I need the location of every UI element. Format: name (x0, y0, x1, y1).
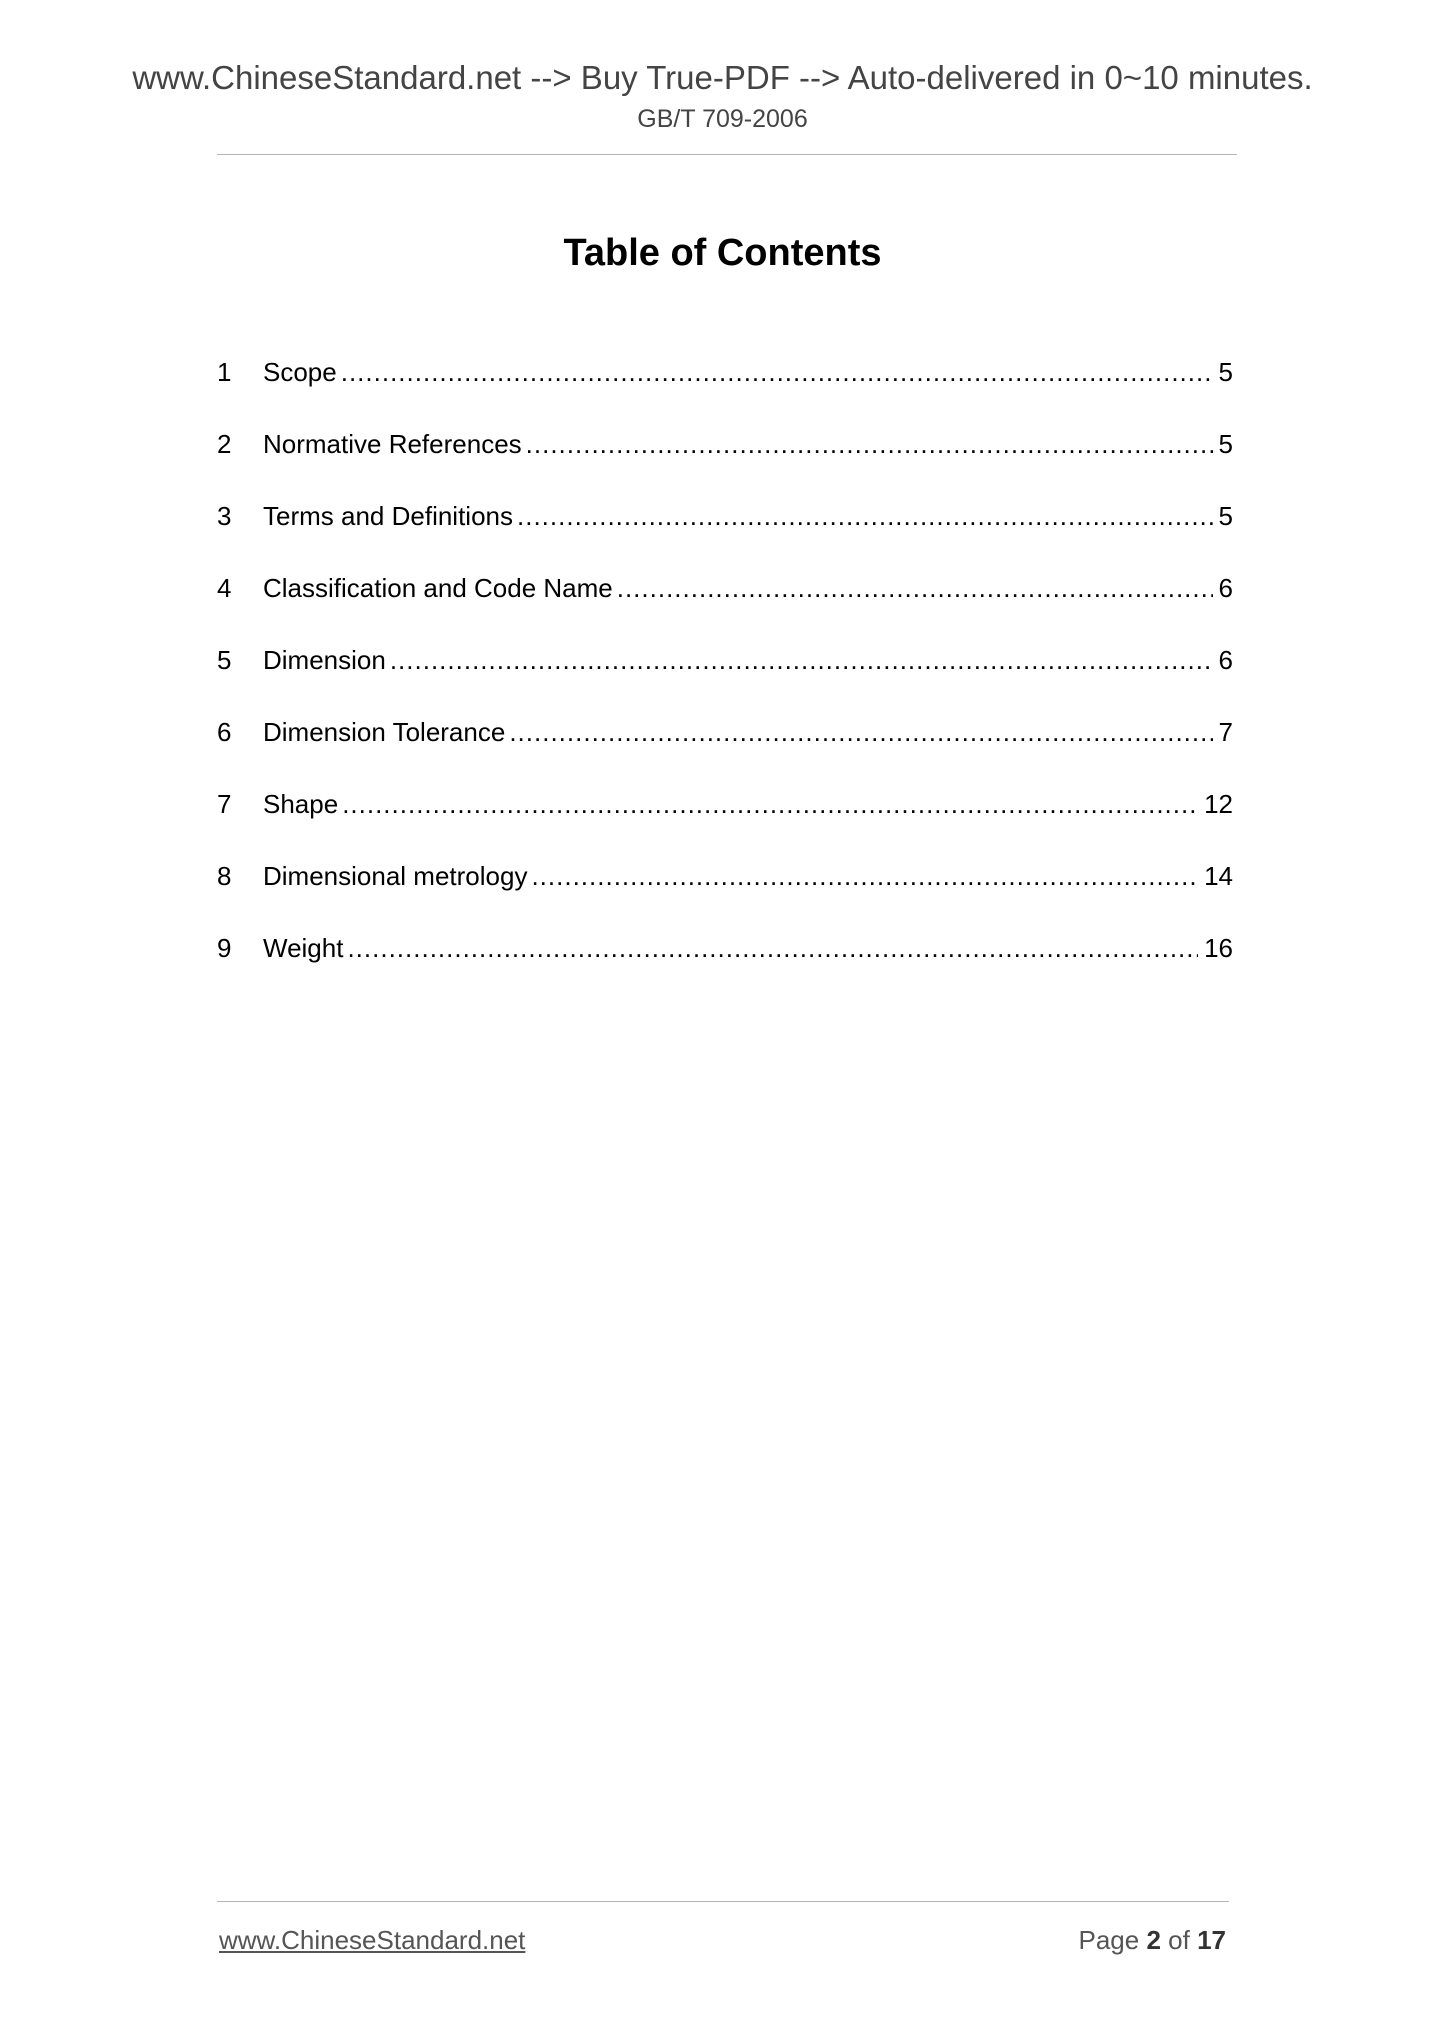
toc-title: Table of Contents (563, 232, 882, 274)
toc-entry-label: Shape (263, 789, 339, 819)
toc-entry-number: 4 (217, 573, 232, 603)
header-divider (217, 154, 1237, 155)
toc-entry-page: 5 (1218, 501, 1233, 531)
header-promo-text: www.ChineseStandard.net --> Buy True-PDF --> Auto-delivered in 0~10 minutes. (132, 59, 1313, 96)
toc-leader-dots (517, 496, 1213, 536)
toc-entry-page: 6 (1218, 645, 1233, 675)
toc-entry-terms-and-definitions[interactable] (217, 496, 1233, 568)
footer-page-current: 2 (1146, 1925, 1161, 1955)
toc-entry-page: 5 (1218, 357, 1233, 387)
toc-entry-page: 5 (1218, 429, 1233, 459)
toc-entry-scope[interactable] (217, 352, 1233, 424)
toc-entry-page: 12 (1204, 789, 1233, 819)
header-standard-code: GB/T 709-2006 (637, 105, 808, 133)
toc-entry-weight[interactable] (217, 928, 1233, 1000)
toc-entry-normative-references[interactable] (217, 424, 1233, 496)
toc-entry-label: Dimensional metrology (263, 861, 528, 891)
toc-list (217, 352, 1233, 1000)
toc-entry-number: 9 (217, 933, 232, 963)
toc-entry-label: Terms and Definitions (263, 501, 513, 531)
toc-entry-label: Classification and Code Name (263, 573, 613, 603)
toc-entry-page: 6 (1218, 573, 1233, 603)
toc-entry-number: 5 (217, 645, 232, 675)
toc-entry-page: 16 (1204, 933, 1233, 963)
toc-entry-label: Dimension (263, 645, 386, 675)
footer-website-link[interactable]: www.ChineseStandard.net (219, 1925, 526, 1955)
toc-entry-number: 1 (217, 357, 232, 387)
toc-leader-dots (531, 856, 1198, 896)
footer-divider (217, 1901, 1229, 1902)
toc-entry-number: 6 (217, 717, 232, 747)
toc-entry-label: Normative References (263, 429, 522, 459)
toc-entry-shape[interactable] (217, 784, 1233, 856)
toc-leader-dots (347, 928, 1198, 968)
toc-leader-dots (341, 352, 1213, 392)
footer-page-of: of (1168, 1925, 1190, 1955)
toc-leader-dots (390, 640, 1213, 680)
footer-page-prefix: Page (1078, 1925, 1140, 1955)
toc-entry-number: 8 (217, 861, 232, 891)
toc-leader-dots (509, 712, 1212, 752)
toc-entry-page: 7 (1218, 717, 1233, 747)
toc-entry-page: 14 (1204, 861, 1233, 891)
toc-entry-number: 3 (217, 501, 232, 531)
toc-leader-dots (342, 784, 1198, 824)
toc-entry-classification-and-code-name[interactable] (217, 568, 1233, 640)
toc-entry-label: Scope (263, 357, 337, 387)
toc-entry-label: Weight (263, 933, 344, 963)
toc-leader-dots (617, 568, 1213, 608)
footer-page-total: 17 (1197, 1925, 1226, 1955)
toc-entry-dimensional-metrology[interactable] (217, 856, 1233, 928)
toc-entry-label: Dimension Tolerance (263, 717, 506, 747)
toc-entry-number: 7 (217, 789, 232, 819)
toc-leader-dots (526, 424, 1213, 464)
footer-page-indicator (1078, 1922, 1226, 1958)
toc-entry-dimension[interactable] (217, 640, 1233, 712)
toc-entry-dimension-tolerance[interactable] (217, 712, 1233, 784)
toc-entry-number: 2 (217, 429, 232, 459)
